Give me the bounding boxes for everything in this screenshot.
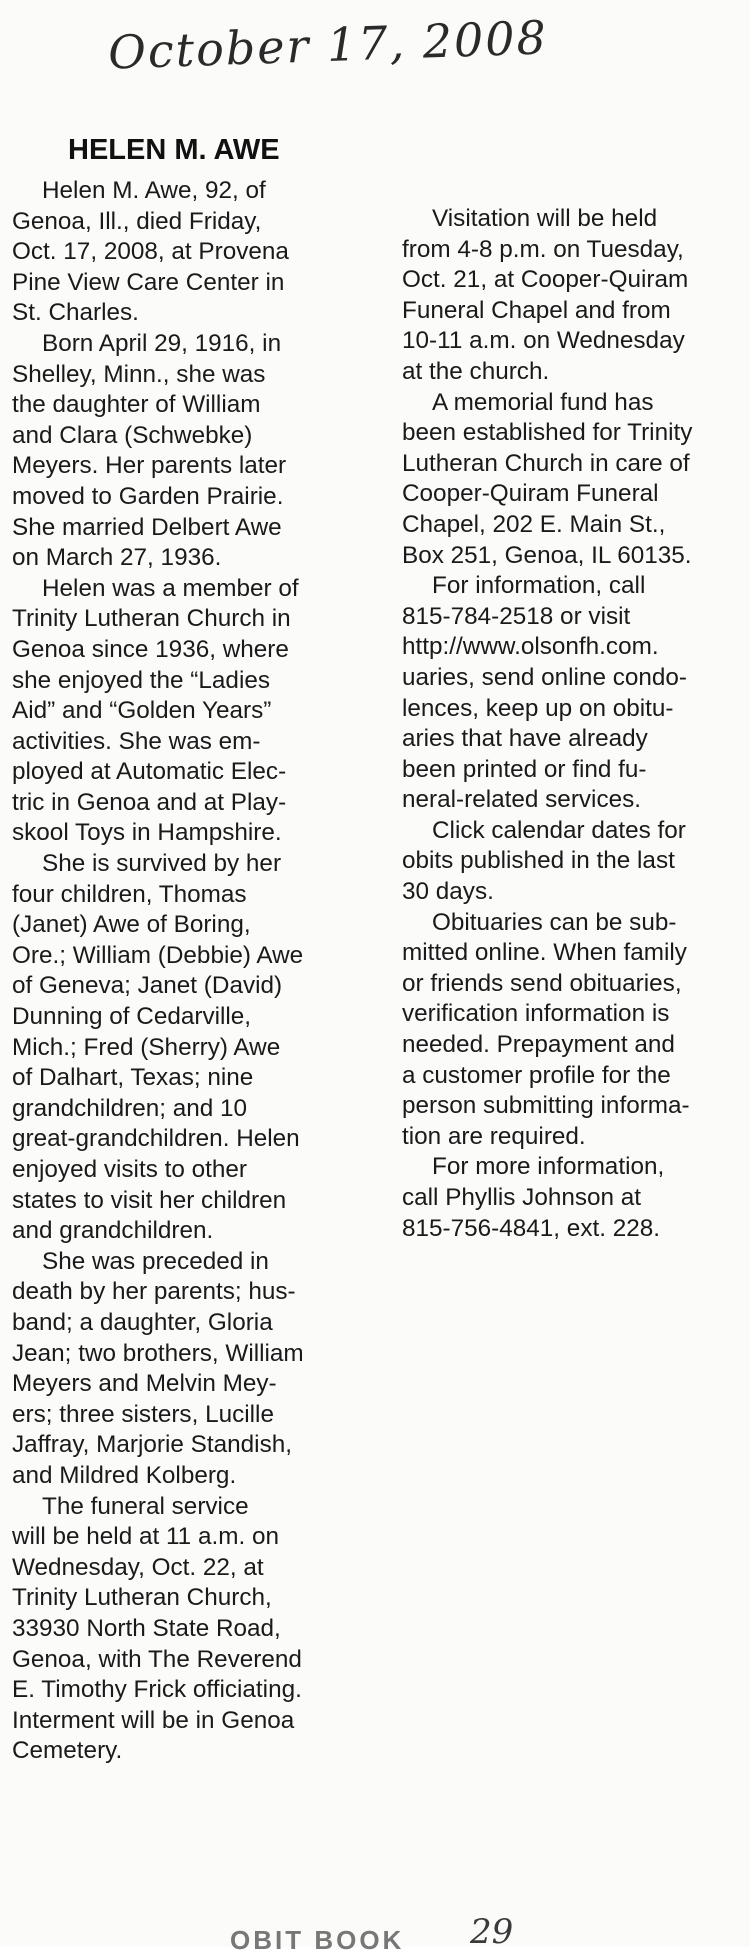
text-line: death by her parents; hus- bbox=[12, 1278, 296, 1306]
text-line: 33930 North State Road, bbox=[12, 1614, 281, 1642]
handwritten-date: October 17, 2008 bbox=[107, 10, 549, 80]
text-line: (Janet) Awe of Boring, bbox=[12, 911, 251, 939]
text-line: and Clara (Schwebke) bbox=[12, 421, 253, 449]
text-line: skool Toys in Hampshire. bbox=[12, 819, 282, 847]
text-line: verification information is bbox=[402, 1000, 670, 1028]
text-line: Genoa, with The Reverend bbox=[12, 1645, 302, 1673]
text-line: She is survived by her bbox=[42, 850, 282, 878]
text-line: and Mildred Kolberg. bbox=[12, 1461, 237, 1489]
right-text-column bbox=[402, 204, 747, 1244]
text-line: Interment will be in Genoa bbox=[12, 1706, 295, 1734]
text-line: four children, Thomas bbox=[12, 880, 247, 908]
text-line: St. Charles. bbox=[12, 299, 139, 327]
text-line: tion are required. bbox=[402, 1122, 586, 1150]
text-line: Wednesday, Oct. 22, at bbox=[12, 1553, 264, 1581]
text-line: been printed or find fu- bbox=[402, 755, 647, 783]
text-line: on March 27, 1936. bbox=[12, 544, 222, 572]
text-line: 815-784-2518 or visit bbox=[402, 602, 631, 630]
text-line: the daughter of William bbox=[12, 391, 261, 419]
obituary-headline: HELEN M. AWE bbox=[68, 134, 280, 166]
text-line: or friends send obituaries, bbox=[402, 969, 682, 997]
text-line: Oct. 17, 2008, at Provena bbox=[12, 238, 289, 266]
text-line: aries that have already bbox=[402, 725, 648, 753]
text-line: great-grandchildren. Helen bbox=[12, 1125, 300, 1153]
text-line: Born April 29, 1916, in bbox=[42, 329, 282, 357]
text-line: neral-related services. bbox=[402, 786, 642, 814]
text-line: she enjoyed the “Ladies bbox=[12, 666, 271, 694]
text-line: enjoyed visits to other bbox=[12, 1156, 247, 1183]
text-line: http://www.olsonfh.com. bbox=[402, 633, 659, 661]
text-line: Oct. 21, at Cooper-Quiram bbox=[402, 266, 689, 294]
text-line: uaries, send online condo- bbox=[402, 663, 688, 691]
footer-stamp: OBIT BOOK bbox=[230, 1925, 405, 1955]
text-line: of Dalhart, Texas; nine bbox=[12, 1064, 254, 1092]
text-line: Shelley, Minn., she was bbox=[12, 360, 266, 388]
text-line: band; a daughter, Gloria bbox=[12, 1308, 273, 1336]
footer-handwritten-number: 29 bbox=[470, 1912, 514, 1952]
text-line: Genoa, Ill., died Friday, bbox=[12, 207, 262, 235]
text-line: Aid” and “Golden Years” bbox=[12, 697, 272, 725]
text-line: Helen was a member of bbox=[42, 574, 299, 602]
text-line: For information, call bbox=[432, 572, 646, 600]
text-line: Cooper-Quiram Funeral bbox=[402, 480, 659, 508]
text-line: Ore.; William (Debbie) Awe bbox=[12, 941, 304, 969]
text-line: been established for Trinity bbox=[402, 419, 693, 447]
text-line: Obituaries can be sub- bbox=[432, 908, 677, 936]
text-line: E. Timothy Frick officiating. bbox=[12, 1676, 302, 1704]
text-line: ployed at Automatic Elec- bbox=[12, 758, 287, 786]
text-line: mitted online. When family bbox=[402, 939, 687, 967]
text-line: states to visit her children bbox=[12, 1186, 287, 1214]
text-line: Cemetery. bbox=[12, 1737, 123, 1765]
text-line: Jean; two brothers, William bbox=[12, 1339, 304, 1367]
text-line: person submitting informa- bbox=[402, 1092, 690, 1120]
text-line: Helen M. Awe, 92, of bbox=[42, 177, 266, 204]
text-line: Lutheran Church in care of bbox=[402, 449, 690, 477]
left-text-column bbox=[12, 176, 362, 1767]
text-line: The funeral service bbox=[42, 1492, 249, 1520]
text-line: from 4-8 p.m. on Tuesday, bbox=[402, 235, 684, 263]
text-line: Meyers. Her parents later bbox=[12, 452, 287, 480]
text-line: call Phyllis Johnson at bbox=[402, 1184, 642, 1211]
text-line: Pine View Care Center in bbox=[12, 268, 285, 296]
text-line: Box 251, Genoa, IL 60135. bbox=[402, 541, 692, 569]
text-line: will be held at 11 a.m. on bbox=[12, 1523, 279, 1551]
text-line: a customer profile for the bbox=[402, 1061, 671, 1089]
text-line: She married Delbert Awe bbox=[12, 513, 282, 541]
text-line: grandchildren; and 10 bbox=[12, 1094, 248, 1122]
text-line: Click calendar dates for bbox=[432, 816, 686, 844]
text-line: A memorial fund has bbox=[432, 388, 654, 416]
text-line: Genoa since 1936, where bbox=[12, 635, 289, 663]
text-line: Trinity Lutheran Church in bbox=[12, 605, 291, 633]
text-line: Chapel, 202 E. Main St., bbox=[402, 510, 666, 538]
text-line: at the church. bbox=[402, 357, 550, 385]
text-line: 815-756-4841, ext. 228. bbox=[402, 1214, 661, 1242]
text-line: of Geneva; Janet (David) bbox=[12, 972, 283, 1000]
text-line: obits published in the last bbox=[402, 847, 675, 875]
text-line: Jaffray, Marjorie Standish, bbox=[12, 1431, 292, 1459]
text-line: Funeral Chapel and from bbox=[402, 296, 671, 324]
text-line: She was preceded in bbox=[42, 1247, 269, 1275]
text-line: 10-11 a.m. on Wednesday bbox=[402, 327, 685, 355]
text-line: 30 days. bbox=[402, 878, 494, 906]
text-line: moved to Garden Prairie. bbox=[12, 482, 284, 510]
text-line: needed. Prepayment and bbox=[402, 1031, 675, 1059]
text-line: Mich.; Fred (Sherry) Awe bbox=[12, 1033, 281, 1061]
text-line: For more information, bbox=[432, 1153, 665, 1181]
text-line: Visitation will be held bbox=[432, 205, 658, 232]
text-line: Meyers and Melvin Mey- bbox=[12, 1370, 277, 1398]
text-line: tric in Genoa and at Play- bbox=[12, 788, 287, 816]
text-line: lences, keep up on obitu- bbox=[402, 694, 674, 722]
text-line: ers; three sisters, Lucille bbox=[12, 1400, 274, 1428]
text-line: and grandchildren. bbox=[12, 1217, 214, 1245]
text-line: Trinity Lutheran Church, bbox=[12, 1584, 272, 1612]
text-line: Dunning of Cedarville, bbox=[12, 1003, 252, 1031]
text-line: activities. She was em- bbox=[12, 727, 261, 755]
